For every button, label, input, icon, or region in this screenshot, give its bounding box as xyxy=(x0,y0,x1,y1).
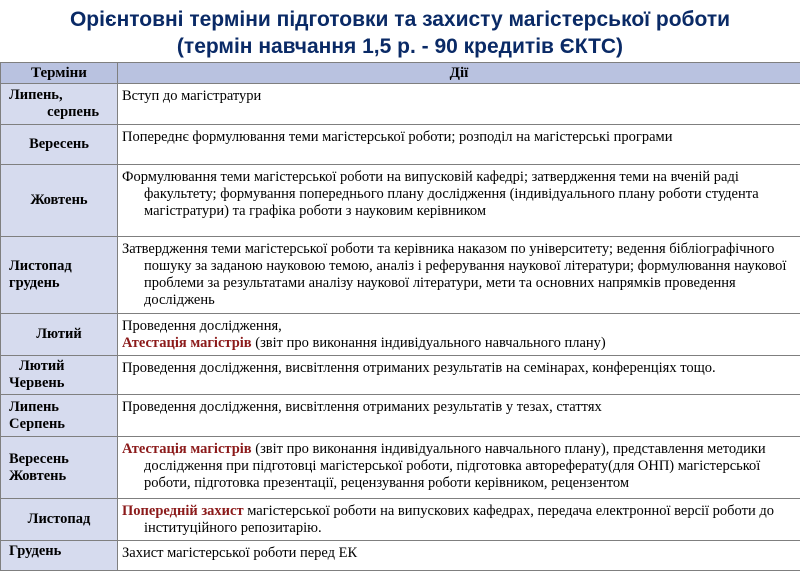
highlight-text: Атестація магістрів xyxy=(122,441,252,457)
term-cell xyxy=(1,237,118,314)
term-cell xyxy=(1,165,118,237)
action-text: Проведення дослідження, висвітлення отриманих результатів у тезах, статтях xyxy=(122,399,602,415)
action-cell xyxy=(118,165,800,237)
table-row xyxy=(1,541,800,571)
title-line-1: Орієнтовні терміни підготовки та захисту магістерської роботи xyxy=(0,6,800,33)
action-cell xyxy=(118,499,800,541)
term-line: Лютий xyxy=(5,358,113,375)
highlight-text: Атестація магістрів xyxy=(122,335,252,351)
action-text: Вступ до магістратури xyxy=(122,88,261,104)
term-line: Лютий xyxy=(5,326,113,343)
table-row xyxy=(1,84,800,125)
action-text: (звіт про виконання індивідуального навчального плану), представлення методики дослідження при підготовці магістерської роботи, підготовка автореферату(для ОНП) магістерської роботи, підготовка презентації, рецензування роботи керівником, рецензентом xyxy=(144,441,766,491)
action-cell xyxy=(118,395,800,437)
term-cell xyxy=(1,314,118,356)
term-line: Жовтень xyxy=(5,192,113,209)
action-text: Проведення дослідження, xyxy=(122,318,796,335)
action-cell xyxy=(118,125,800,165)
term-cell xyxy=(1,541,118,571)
action-text: Захист магістерської роботи перед ЕК xyxy=(122,545,357,561)
term-line: Листопад xyxy=(5,258,113,275)
table-row xyxy=(1,125,800,165)
term-line: серпень xyxy=(5,104,113,121)
table-row xyxy=(1,437,800,499)
schedule-table xyxy=(0,62,800,571)
action-text: Затвердження теми магістерської роботи та керівника наказом по університету; ведення бібліографічного пошуку за заданою науковою темою, аналіз і реферування наукової літератури; формулювання наукової проблеми за результатами аналізу наукової літератури, мети та основних напрямків проведення досліджень xyxy=(122,241,786,308)
term-line: Вересень xyxy=(5,451,113,468)
table-row xyxy=(1,314,800,356)
title-line-2: (термін навчання 1,5 р. - 90 кредитів ЄКТС) xyxy=(0,33,800,60)
term-line: Червень xyxy=(5,375,113,392)
term-cell xyxy=(1,356,118,395)
term-line: Листопад xyxy=(5,511,113,528)
highlight-text: Попередній захист xyxy=(122,503,244,519)
table-row xyxy=(1,499,800,541)
term-line: Липень, xyxy=(5,87,113,104)
header-terms: Терміни xyxy=(1,63,118,84)
action-text: (звіт про виконання індивідуального навчального плану) xyxy=(252,335,606,351)
term-cell xyxy=(1,499,118,541)
term-line: Грудень xyxy=(5,543,113,560)
term-line: Липень xyxy=(5,399,113,416)
table-row xyxy=(1,356,800,395)
term-line: грудень xyxy=(5,275,113,292)
action-cell xyxy=(118,356,800,395)
term-cell xyxy=(1,437,118,499)
term-cell xyxy=(1,84,118,125)
action-cell xyxy=(118,314,800,356)
page-title xyxy=(0,6,800,60)
action-cell xyxy=(118,541,800,571)
action-text: магістерської роботи на випускових кафедрах, передача електронної версії роботи до інституційного репозитарію. xyxy=(144,503,774,536)
term-line: Жовтень xyxy=(5,468,113,485)
term-line: Вересень xyxy=(5,136,113,153)
term-cell xyxy=(1,395,118,437)
term-line: Серпень xyxy=(5,416,113,433)
term-cell xyxy=(1,125,118,165)
action-cell xyxy=(118,84,800,125)
table-row xyxy=(1,395,800,437)
table-row xyxy=(1,165,800,237)
action-cell xyxy=(118,437,800,499)
table-row xyxy=(1,237,800,314)
action-cell xyxy=(118,237,800,314)
header-actions: Дії xyxy=(118,63,800,84)
header-row xyxy=(1,63,800,84)
action-text: Формулювання теми магістерської роботи на випусковій кафедрі; затвердження теми на вченій раді факультету; формування попереднього плану дослідження (індивідуального плану роботи студента магістратури) та графіка роботи з науковим керівником xyxy=(122,169,759,219)
action-text: Попереднє формулювання теми магістерської роботи; розподіл на магістерські програми xyxy=(122,129,673,145)
action-text: Проведення дослідження, висвітлення отриманих результатів на семінарах, конференціях тощо. xyxy=(122,360,716,376)
